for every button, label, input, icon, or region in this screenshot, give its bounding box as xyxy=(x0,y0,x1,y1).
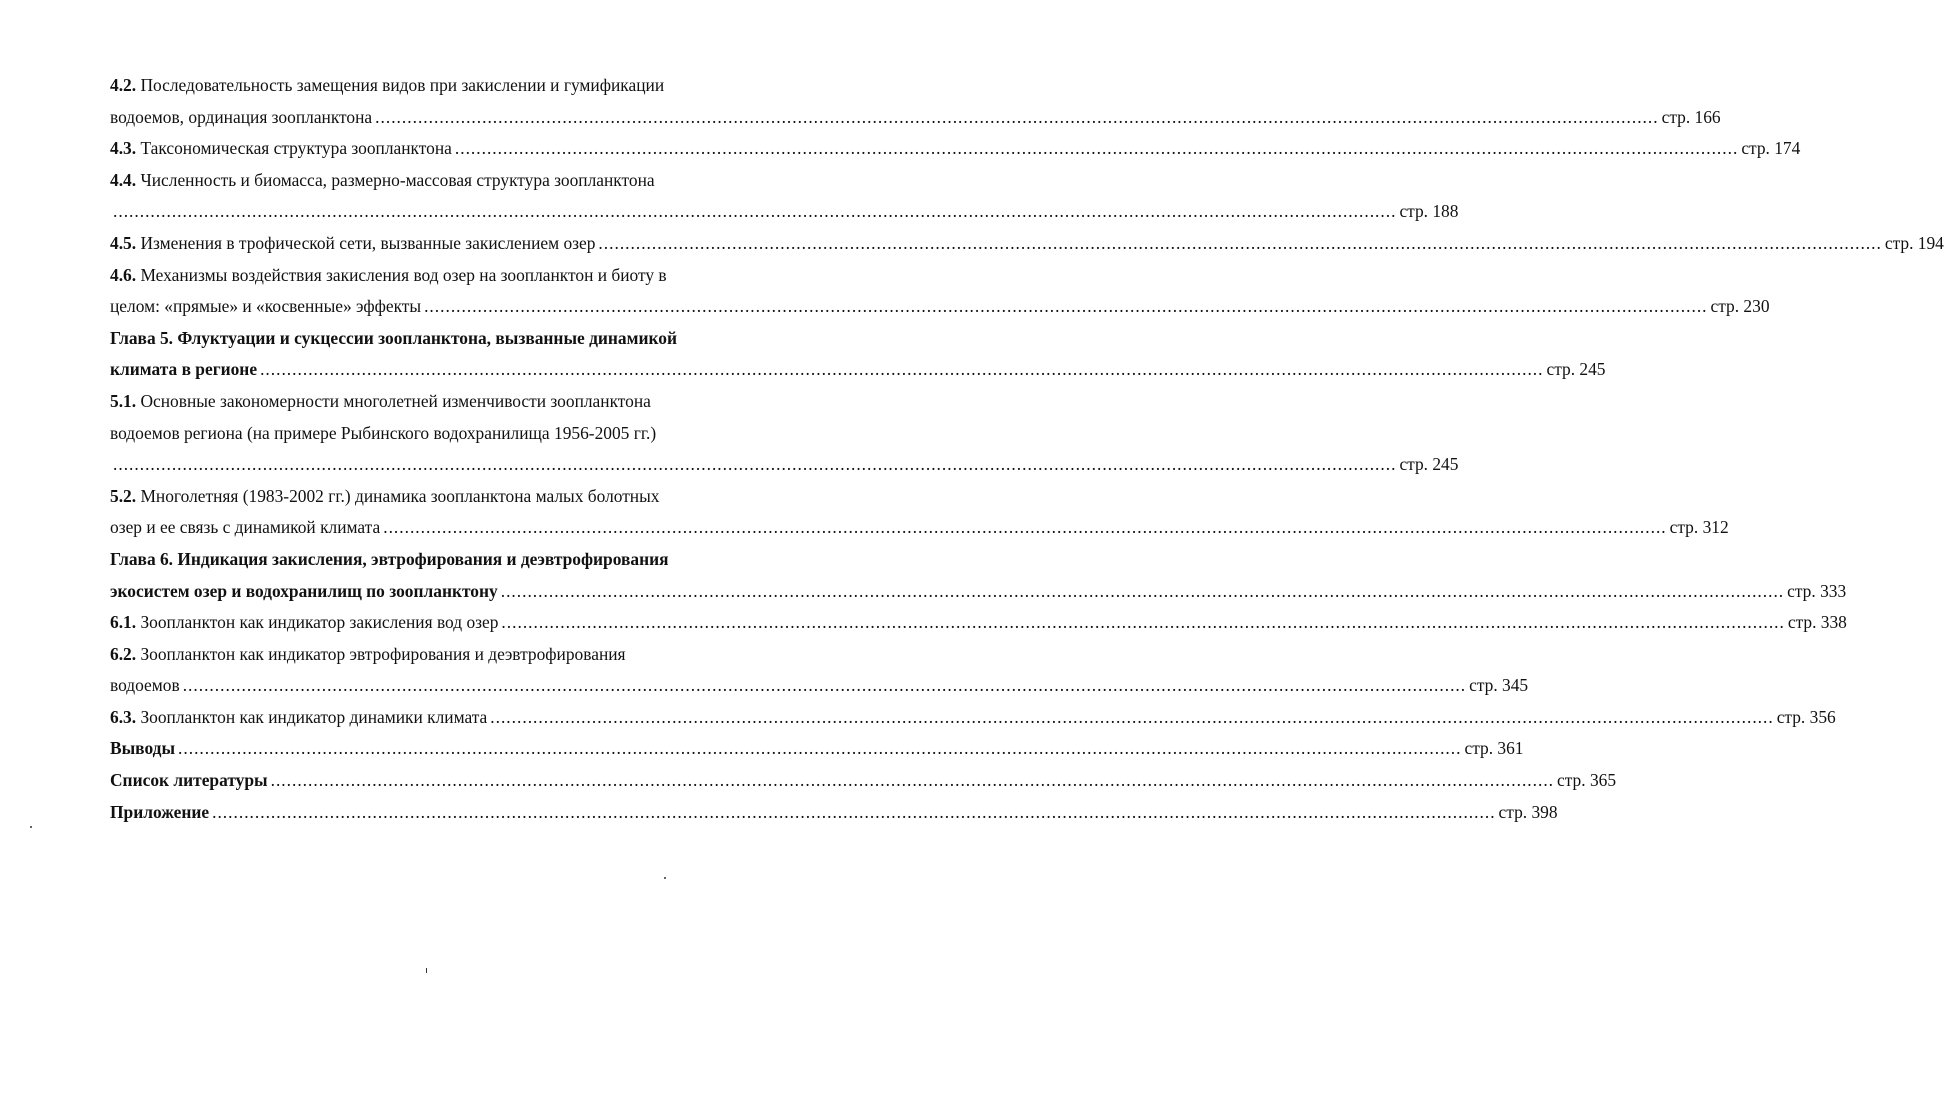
toc-title: Изменения в трофической сети, вызванные закислением озер xyxy=(140,232,596,253)
scan-speck xyxy=(30,826,32,828)
dot-leader: ................................................................................................................................................................................................................................................ xyxy=(260,359,1544,380)
toc-number: 4.4. xyxy=(110,169,137,190)
toc-number: 6.2. xyxy=(110,643,137,664)
page-number: стр. 356 xyxy=(1776,706,1836,727)
dot-leader: ................................................................................................................................................................................................................................................ xyxy=(113,201,1397,222)
toc-title-continued: озер и ее связь с динамикой климата xyxy=(110,517,381,538)
toc-entry-6-1 xyxy=(110,607,1847,639)
dot-leader: ................................................................................................................................................................................................................................................ xyxy=(598,232,1882,253)
toc-title: Зоопланктон как индикатор эвтрофирования и деэвтрофирования xyxy=(140,643,626,664)
dot-leader: ................................................................................................................................................................................................................................................ xyxy=(178,738,1462,759)
toc-entry-4-6-line2 xyxy=(110,291,1770,323)
toc-entry-4-6-line1 xyxy=(110,260,740,292)
chapter-title: Глава 6. Индикация закисления, эвтрофирования и деэвтрофирования xyxy=(110,548,669,569)
toc-entry-6-2-line2 xyxy=(110,670,1529,702)
toc-entry-5-2-line2 xyxy=(110,512,1729,544)
toc-entry-4-2-line2 xyxy=(110,102,1721,134)
toc-entry-5-1-line2 xyxy=(110,418,740,450)
toc-appendix xyxy=(110,797,1558,829)
toc-number: 4.2. xyxy=(110,75,137,95)
toc-title: Многолетняя (1983-2002 гг.) динамика зоопланктона малых болотных xyxy=(140,485,660,506)
toc-entry-6-3 xyxy=(110,702,1836,734)
page-number: стр. 166 xyxy=(1661,106,1721,127)
dot-leader: ................................................................................................................................................................................................................................................ xyxy=(383,517,1667,538)
page-number: стр. 245 xyxy=(1399,454,1459,475)
toc-chapter-5-line2 xyxy=(110,354,1606,386)
toc-entry-4-2-line1 xyxy=(110,70,740,102)
chapter-title: Глава 5. Флуктуации и сукцессии зоопланктона, вызванные динамикой xyxy=(110,327,677,348)
toc-title: Механизмы воздействия закисления вод озер на зоопланктон и биоту в xyxy=(140,264,667,285)
toc-entry-4-4-line1 xyxy=(110,165,740,197)
toc-number: 4.5. xyxy=(110,232,137,253)
toc-references xyxy=(110,765,1617,797)
page-number: стр. 345 xyxy=(1469,675,1529,696)
page-number: стр. 361 xyxy=(1464,738,1524,759)
toc-title-continued: водоемов xyxy=(110,675,180,696)
dot-leader: ................................................................................................................................................................................................................................................ xyxy=(270,770,1555,791)
dot-leader: ................................................................................................................................................................................................................................................ xyxy=(490,706,1774,727)
chapter-title-continued: экосистем озер и водохранилищ по зоопланктону xyxy=(110,580,498,601)
dot-leader: ................................................................................................................................................................................................................................................ xyxy=(113,454,1397,475)
page-number: стр. 365 xyxy=(1557,770,1617,791)
dot-leader: ................................................................................................................................................................................................................................................ xyxy=(500,580,1785,601)
toc-chapter-6-line1 xyxy=(110,544,740,576)
section-title: Список литературы xyxy=(110,770,268,791)
toc-entry-5-1-line1 xyxy=(110,386,740,418)
toc-title: Последовательность замещения видов при закислении и гумификации xyxy=(140,75,665,95)
toc-title-continued: водоемов региона (на примере Рыбинского водохранилища 1956-2005 гг.) xyxy=(110,422,657,443)
toc-entry-4-4-line2 xyxy=(110,196,1459,228)
toc-entry-5-1-line3 xyxy=(110,449,1459,481)
toc-chapter-6-line2 xyxy=(110,576,1847,608)
toc-number: 6.1. xyxy=(110,612,137,633)
page-number: стр. 245 xyxy=(1546,359,1606,380)
toc-number: 5.2. xyxy=(110,485,137,506)
page-number: стр. 230 xyxy=(1710,296,1770,317)
dot-leader: ................................................................................................................................................................................................................................................ xyxy=(424,296,1708,317)
toc-title-continued: водоемов, ординация зоопланктона xyxy=(110,106,373,127)
toc-title-continued: целом: «прямые» и «косвенные» эффекты xyxy=(110,296,422,317)
scan-speck xyxy=(664,877,666,879)
section-title: Приложение xyxy=(110,801,210,822)
section-title: Выводы xyxy=(110,738,176,759)
dot-leader: ................................................................................................................................................................................................................................................ xyxy=(212,801,1496,822)
toc-number: 4.3. xyxy=(110,138,137,159)
toc-entry-6-2-line1 xyxy=(110,639,740,671)
toc-chapter-5-line1 xyxy=(110,323,740,355)
toc-title: Зоопланктон как индикатор динамики климата xyxy=(140,706,488,727)
page-number: стр. 188 xyxy=(1399,201,1459,222)
page-number: стр. 194 xyxy=(1884,232,1944,253)
scan-speck xyxy=(426,968,427,973)
toc-number: 5.1. xyxy=(110,390,137,411)
toc-entry-4-3 xyxy=(110,133,1801,165)
toc-number: 6.3. xyxy=(110,706,137,727)
toc-title: Основные закономерности многолетней изменчивости зоопланктона xyxy=(140,390,651,411)
page-number: стр. 312 xyxy=(1669,517,1729,538)
toc-title: Численность и биомасса, размерно-массовая структура зоопланктона xyxy=(140,169,655,190)
dot-leader: ................................................................................................................................................................................................................................................ xyxy=(182,675,1467,696)
toc-title: Таксономическая структура зоопланктона xyxy=(140,138,452,159)
dot-leader: ................................................................................................................................................................................................................................................ xyxy=(375,106,1659,127)
page-number: стр. 398 xyxy=(1498,801,1558,822)
toc-entry-5-2-line1 xyxy=(110,481,740,513)
toc-number: 4.6. xyxy=(110,264,137,285)
page-number: стр. 174 xyxy=(1741,138,1801,159)
toc-entry-4-5 xyxy=(110,228,1944,260)
dot-leader: ................................................................................................................................................................................................................................................ xyxy=(501,612,1785,633)
toc-title: Зоопланктон как индикатор закисления вод озер xyxy=(140,612,499,633)
page-number: стр. 338 xyxy=(1787,612,1847,633)
page-number: стр. 333 xyxy=(1787,580,1847,601)
toc-conclusions xyxy=(110,733,1524,765)
dot-leader: ................................................................................................................................................................................................................................................ xyxy=(454,138,1739,159)
chapter-title-continued: климата в регионе xyxy=(110,359,258,380)
table-of-contents xyxy=(110,70,1944,828)
